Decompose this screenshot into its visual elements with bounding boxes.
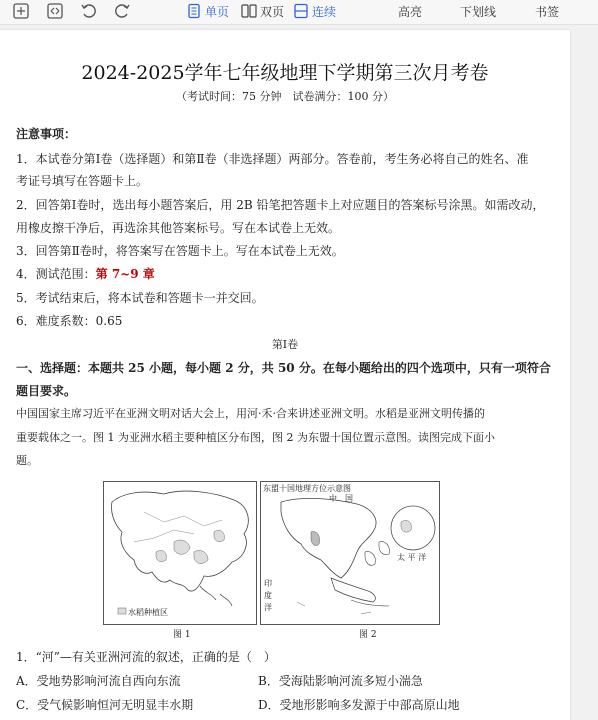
single-page-button[interactable] <box>186 1 229 21</box>
continuous-icon <box>293 3 309 19</box>
notice-item-3: 3．回答第Ⅱ卷时，将答案写在答题卡上。写在本试卷上无效。 <box>16 244 344 258</box>
scrollbar[interactable] <box>576 30 596 710</box>
fit-page-icon[interactable] <box>12 2 30 20</box>
question-1: 1．“河”—有关亚洲河流的叙述，正确的是（ ） <box>16 650 276 664</box>
document-page <box>0 30 570 720</box>
figure-1-caption: 图 1 <box>173 630 191 640</box>
notice-item-1a: 1．本试卷分第Ⅰ卷（选择题）和第Ⅱ卷（非选择题）两部分。答卷前，考生务必将自己的姓名、准 <box>16 152 529 166</box>
double-page-button[interactable] <box>241 1 284 21</box>
asia-map-image <box>104 482 256 624</box>
single-page-icon <box>186 3 202 19</box>
rotate-left-icon[interactable] <box>80 2 98 20</box>
bookmark-tool[interactable]: 书签 <box>535 5 560 19</box>
underline-tool[interactable]: 下划线 <box>460 5 497 19</box>
figure-1-legend: 水稻种植区 <box>128 608 168 617</box>
double-page-icon <box>241 3 257 19</box>
section-heading-b: 题目要求。 <box>16 384 77 398</box>
option-c: C．受气候影响恒河无明显丰水期 <box>16 698 194 712</box>
intro-line-b: 重要载体之一。图 1 为亚洲水稻主要种植区分布图，图 2 为东盟十国位置示意图。读图完成下面小 <box>16 431 495 444</box>
notice-item-2a: 2．回答第Ⅰ卷时，选出每小题答案后，用 2B 铅笔把答题卡上对应题目的答案标号涂黑。如需改动， <box>16 198 545 212</box>
notice-item-6: 6．难度系数：0.65 <box>16 314 123 328</box>
single-page-label: 单页 <box>205 4 230 19</box>
option-a: A．受地势影响河流自西向东流 <box>16 674 181 688</box>
notice-heading: 注意事项： <box>16 127 77 141</box>
intro-line-c: 题。 <box>16 454 38 467</box>
figure-2-label-indian-ocean: 印度洋 <box>264 579 272 612</box>
highlight-tool[interactable]: 高亮 <box>398 5 423 19</box>
double-page-label: 双页 <box>260 4 285 19</box>
fit-width-icon[interactable] <box>46 2 64 20</box>
rotate-right-icon[interactable] <box>113 2 131 20</box>
test-range: 第 7~9 章 <box>95 267 155 281</box>
intro-line-a: 中国国家主席习近平在亚洲文明对话大会上，用河·禾·合来讲述亚洲文明。水稻是亚洲文明传播的 <box>16 407 485 420</box>
volume-heading: 第Ⅰ卷 <box>271 338 299 351</box>
option-b: B．受海陆影响河流多短小湍急 <box>258 674 423 688</box>
figure-2-caption: 图 2 <box>359 630 377 640</box>
page-title: 2024-2025学年七年级地理下学期第三次月考卷 <box>81 62 489 84</box>
continuous-button[interactable] <box>293 1 336 21</box>
notice-item-4 <box>16 266 155 282</box>
notice-item-1b: 考证号填写在答题卡上。 <box>16 174 149 188</box>
option-d: D．受地形影响多发源于中部高原山地 <box>258 698 460 712</box>
figure-2-title: 东盟十国地理方位示意图 <box>263 484 351 493</box>
notice-item-2b: 用橡皮擦干净后，再选涂其他答案标号。写在本试卷上无效。 <box>16 221 341 235</box>
figure-2-label-china: 中 国 <box>329 494 353 503</box>
page-subtitle: （考试时间：75 分钟 试卷满分：100 分） <box>176 90 394 103</box>
section-heading-a: 一、选择题：本题共 25 小题，每小题 2 分，共 50 分。在每小题给出的四个选项中，只有一项符合 <box>16 361 551 375</box>
figure-2-label-pacific: 太 平 洋 <box>397 553 427 562</box>
figure-2-map <box>260 481 440 625</box>
toolbar <box>0 0 598 25</box>
notice-item-5: 5．考试结束后，将本试卷和答题卡一并交回。 <box>16 291 264 305</box>
figure-1-map <box>103 481 257 625</box>
notice-item-4-prefix: 4．测试范围： <box>16 267 96 281</box>
continuous-label: 连续 <box>312 4 337 19</box>
